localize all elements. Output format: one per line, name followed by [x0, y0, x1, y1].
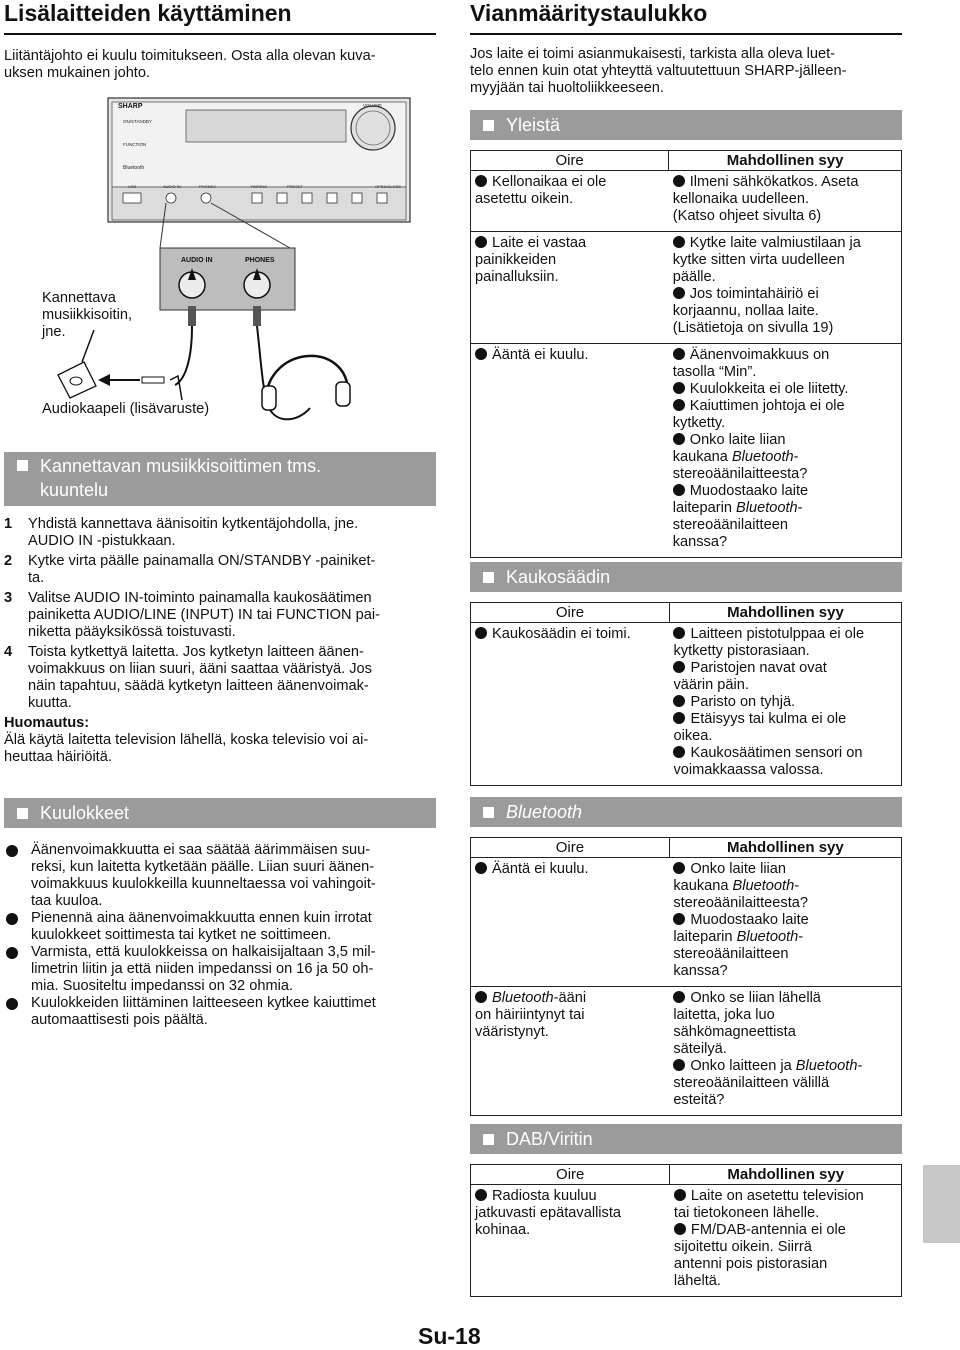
- bullet-dot-icon: [673, 1059, 685, 1071]
- cause-item: [673, 381, 897, 398]
- step-item: [4, 553, 436, 587]
- cause-line: laiteparin Bluetooth-: [672, 500, 803, 516]
- cause-line: Muodostaako laite: [690, 912, 809, 928]
- bullet-item: [4, 995, 436, 1029]
- bullet-dot-icon: [475, 236, 487, 248]
- problem-cell: [471, 344, 669, 558]
- bullet-dot-icon: [673, 399, 685, 411]
- step-line: voimakkuus on liian suuri, ääni saattaa vääristyä. Jos: [28, 661, 372, 677]
- bullet-item: [4, 842, 436, 910]
- side-tab-marker: [923, 1165, 960, 1243]
- bullet-dot-icon: [6, 913, 18, 925]
- cause-item: [673, 745, 897, 779]
- cause-item: [673, 990, 897, 1058]
- bullet-line: Kuulokkeiden liittäminen laitteeseen kytkee kaiuttimet: [31, 995, 376, 1011]
- cause-line: Onko laite liian: [689, 432, 786, 448]
- cause-line: kellonaika uudelleen.: [672, 191, 810, 207]
- troubleshooting-table: [470, 837, 902, 1116]
- section-title: DAB/Viritin: [506, 1129, 593, 1149]
- problem-item: [475, 174, 665, 208]
- section-header-remote: [470, 562, 902, 592]
- table-header-row: [471, 603, 902, 623]
- problem-line: vääristynyt.: [475, 1024, 549, 1040]
- problem-line: Ääntä ei kuulu.: [492, 861, 589, 877]
- cause-line: tai tietokoneen lähelle.: [673, 1205, 820, 1221]
- troubleshooting-table: [470, 602, 902, 786]
- section-square-icon: [17, 808, 28, 819]
- problem-item: [475, 1188, 666, 1239]
- bullet-dot-icon: [673, 695, 685, 707]
- cause-item: [673, 286, 897, 337]
- section-header-bluetooth: [470, 797, 902, 827]
- zoom-audio-in-label: AUDIO IN: [181, 257, 213, 264]
- cause-item: [673, 694, 897, 711]
- page-number: Su-18: [418, 1323, 481, 1349]
- cause-line: Muodostaako laite: [689, 483, 809, 499]
- cause-item: [673, 861, 897, 912]
- section-title-line: Kannettavan musiikkisoittimen tms.: [40, 456, 322, 476]
- portable-label-line: jne.: [42, 324, 66, 340]
- cause-line: läheltä.: [673, 1273, 721, 1289]
- section-title-line: kuuntelu: [40, 480, 109, 500]
- table-header-row: [471, 1165, 902, 1185]
- portable-label-line: Kannettava: [42, 290, 116, 306]
- section-header-portable-listening: [4, 452, 436, 506]
- portable-label-line: musiikkisoitin,: [42, 307, 133, 323]
- problem-line: painalluksiin.: [475, 269, 559, 285]
- troubleshooting-table: [470, 150, 902, 558]
- cause-item: [674, 1222, 897, 1290]
- problem-item: [475, 626, 665, 643]
- step-number: 3: [4, 590, 13, 606]
- column-header-cause: Mahdollinen syy: [669, 151, 902, 171]
- bullet-dot-icon: [475, 991, 487, 1003]
- device-preset-label: PRESET: [287, 184, 304, 189]
- device-usb-label: USB: [128, 184, 137, 189]
- bullet-dot-icon: [674, 1223, 686, 1235]
- bullet-dot-icon: [673, 484, 685, 496]
- cause-item: [673, 347, 897, 381]
- step-line: ta.: [28, 570, 45, 586]
- cause-item: [673, 660, 897, 694]
- section-header-headphones: [4, 798, 436, 828]
- step-item: [4, 644, 436, 712]
- bullet-line: Varmista, että kuulokkeissa on halkaisijaltaan 3,5 mil-: [31, 944, 376, 960]
- device-audio-in-label: AUDIO IN: [163, 184, 181, 189]
- cause-item: [673, 432, 897, 483]
- cause-line: korjaannu, nollaa laite.: [672, 303, 819, 319]
- cause-line: sijoitettu oikein. Siirrä: [673, 1239, 812, 1255]
- cause-line: Etäisyys tai kulma ei ole: [690, 711, 847, 727]
- cause-line: (Lisätietoja on sivulla 19): [672, 320, 834, 336]
- section-square-icon: [483, 807, 494, 818]
- cause-item: [673, 912, 897, 980]
- cause-line: Paristo on tyhjä.: [690, 694, 796, 710]
- table-header-row: [471, 151, 902, 171]
- cause-line: stereoäänilaitteen: [673, 946, 789, 962]
- table-row: [471, 344, 902, 558]
- step-line: Valitse AUDIO IN-toiminto painamalla kaukosäätimen: [28, 590, 372, 606]
- cause-line: Ilmeni sähkökatkos. Aseta: [689, 174, 859, 190]
- bullet-item: [4, 944, 436, 995]
- cause-line: Kaiuttimen johtoja ei ole: [689, 398, 845, 414]
- section-header-general: [470, 110, 902, 140]
- step-line: näin tapahtuu, säädä kytketyn laitteen äänenvoimak-: [28, 678, 369, 694]
- bullet-line: Äänenvoimakkuutta ei saa säätää äärimmäisen suu-: [31, 842, 371, 858]
- bullet-dot-icon: [673, 348, 685, 360]
- device-function-label: FUNCTION: [123, 142, 147, 147]
- cause-cell: [670, 1185, 902, 1297]
- cause-cell: [669, 232, 902, 344]
- step-line: Kytke virta päälle painamalla ON/STANDBY -painiket-: [28, 553, 376, 569]
- cause-cell: [669, 171, 902, 232]
- column-header-cause: Mahdollinen syy: [670, 1165, 902, 1185]
- cause-line: laitetta, joka luo: [673, 1007, 775, 1023]
- portable-player-label: [42, 290, 132, 341]
- cause-line: sähkömagneettista: [673, 1024, 796, 1040]
- problem-cell: [471, 987, 670, 1116]
- bullet-dot-icon: [6, 845, 18, 857]
- cause-line: esteitä?: [673, 1092, 725, 1108]
- cause-line: Onko laitteen ja Bluetooth-: [690, 1058, 863, 1074]
- intro-line: uksen mukainen johto.: [4, 65, 151, 81]
- cause-line: stereoäänilaitteen: [672, 517, 788, 533]
- bullet-dot-icon: [6, 998, 18, 1010]
- step-number: 4: [4, 644, 13, 660]
- cause-cell: [669, 344, 902, 558]
- cause-cell: [669, 858, 901, 987]
- problem-cell: [471, 232, 669, 344]
- device-open-close-label: OPEN/CLOSE: [375, 184, 402, 189]
- right-title-rule: [470, 33, 902, 35]
- device-on-standby-label: ON/STANDBY: [123, 119, 152, 124]
- left-title-rule: [4, 33, 436, 35]
- bullet-dot-icon: [475, 862, 487, 874]
- problem-cell: [471, 858, 670, 987]
- cause-line: laiteparin Bluetooth-: [673, 929, 804, 945]
- step-line: niketta pääyksikössä toistuvasti.: [28, 624, 236, 640]
- bullet-dot-icon: [673, 712, 685, 724]
- left-page-title: Lisälaitteiden käyttäminen: [4, 0, 292, 26]
- problem-item: [475, 235, 665, 286]
- cause-line: kytketty.: [672, 415, 726, 431]
- step-number: 1: [4, 516, 13, 532]
- step-line: AUDIO IN -pistukkaan.: [28, 533, 176, 549]
- bullet-dot-icon: [673, 913, 685, 925]
- bullet-dot-icon: [673, 661, 685, 673]
- intro-line: telo ennen kuin otat yhteyttä valtuutettuun SHARP-jälleen-: [470, 63, 847, 79]
- column-header-problem: Oire: [471, 1165, 670, 1185]
- bullet-dot-icon: [475, 348, 487, 360]
- cause-line: Kuulokkeita ei ole liitetty.: [689, 381, 849, 397]
- step-item: [4, 590, 436, 641]
- bullet-dot-icon: [673, 433, 685, 445]
- table-row: [471, 171, 902, 232]
- problem-cell: [471, 623, 670, 786]
- bullet-dot-icon: [673, 991, 685, 1003]
- bullet-dot-icon: [673, 862, 685, 874]
- cause-line: Laitteen pistotulppaa ei ole: [690, 626, 865, 642]
- headphone-bullets: [4, 842, 436, 1029]
- bullet-dot-icon: [673, 236, 685, 248]
- device-brand: SHARP: [118, 103, 143, 110]
- column-header-cause: Mahdollinen syy: [669, 838, 901, 858]
- bullet-dot-icon: [6, 947, 18, 959]
- problem-line: on häiriintynyt tai: [475, 1007, 585, 1023]
- bullet-line: voimakkuus kuulokkeilla kuunneltaessa voi vahingoit-: [31, 876, 376, 892]
- audio-cable-label: Audiokaapeli (lisävaruste): [42, 401, 210, 417]
- bullet-line: reksi, kun laitetta kytketään päälle. Liian suuri äänen-: [31, 859, 375, 875]
- bullet-line: mia. Suositeltu impedanssi on 32 ohmia.: [31, 978, 294, 994]
- connection-diagram: [0, 90, 440, 440]
- note-line: heuttaa häiriöitä.: [4, 749, 112, 765]
- cause-line: kanssa?: [673, 963, 728, 979]
- cause-line: stereoäänilaitteesta?: [672, 466, 808, 482]
- bullet-dot-icon: [673, 382, 685, 394]
- bullet-line: taa kuuloa.: [31, 893, 103, 909]
- problem-item: [475, 861, 665, 878]
- cause-cell: [669, 987, 901, 1116]
- bullet-line: limetrin liitin ja että niiden impedanssi on 16 ja 50 oh-: [31, 961, 374, 977]
- troubleshooting-table: [470, 1164, 902, 1297]
- section-header-dab-tuner: [470, 1124, 902, 1154]
- bullet-item: [4, 910, 436, 944]
- problem-line: Radiosta kuuluu: [492, 1188, 597, 1204]
- note-title: Huomautus:: [4, 715, 90, 731]
- cause-line: antenni pois pistorasian: [673, 1256, 828, 1272]
- cause-line: päälle.: [672, 269, 716, 285]
- step-line: painiketta AUDIO/LINE (INPUT) IN tai FUNCTION pai-: [28, 607, 380, 623]
- bullet-dot-icon: [475, 1189, 487, 1201]
- device-bluetooth-label: Bluetooth: [123, 165, 145, 171]
- cause-line: Paristojen navat ovat: [690, 660, 827, 676]
- step-line: Toista kytkettyä laitetta. Jos kytketyn laitteen äänen-: [28, 644, 364, 660]
- step-line: Yhdistä kannettava äänisoitin kytkentäjohdolla, jne.: [28, 516, 359, 532]
- cause-line: FM/DAB-antennia ei ole: [690, 1222, 846, 1238]
- cause-line: stereoäänilaitteen välillä: [673, 1075, 830, 1091]
- intro-line: myyjään tai huoltoliikkeeseen.: [470, 80, 664, 96]
- cause-line: kaukana Bluetooth-: [672, 449, 799, 465]
- section-title: Yleistä: [506, 115, 561, 135]
- cause-item: [673, 235, 897, 286]
- problem-line: Bluetooth-ääni: [492, 990, 587, 1006]
- bullet-dot-icon: [673, 287, 685, 299]
- bullet-dot-icon: [475, 175, 487, 187]
- bullet-line: kuulokkeet soittimesta tai kytket ne soittimeen.: [31, 927, 332, 943]
- problem-item: [475, 990, 665, 1041]
- problem-line: Kaukosäädin ei toimi.: [492, 626, 631, 642]
- cause-item: [673, 174, 897, 225]
- intro-line: Liitäntäjohto ei kuulu toimitukseen. Osta alla olevan kuva-: [4, 48, 376, 64]
- steps-list: [4, 516, 436, 766]
- cause-line: Onko laite liian: [690, 861, 787, 877]
- table-header-row: [471, 838, 902, 858]
- bullet-dot-icon: [673, 175, 685, 187]
- cause-line: kaukana Bluetooth-: [673, 878, 800, 894]
- cause-line: väärin päin.: [673, 677, 749, 693]
- cause-cell: [669, 623, 901, 786]
- cause-line: Laite on asetettu television: [690, 1188, 864, 1204]
- cause-line: Kytke laite valmiustilaan ja: [689, 235, 861, 251]
- table-row: [471, 987, 902, 1116]
- cause-line: Kaukosäätimen sensori on: [690, 745, 863, 761]
- table-row: [471, 232, 902, 344]
- section-square-icon: [483, 120, 494, 131]
- cause-line: Onko se liian lähellä: [690, 990, 821, 1006]
- cause-line: kytke sitten virta uudelleen: [672, 252, 845, 268]
- right-page-title: Vianmääritystaulukko: [470, 0, 708, 26]
- device-pairing-label: PAIRING: [251, 184, 268, 189]
- cause-line: voimakkaassa valossa.: [673, 762, 824, 778]
- table-row: [471, 858, 902, 987]
- problem-line: jatkuvasti epätavallista: [475, 1205, 622, 1221]
- problem-line: Kellonaikaa ei ole: [492, 174, 607, 190]
- device-volume-label: VOLUME: [363, 103, 383, 108]
- step-line: kuutta.: [28, 695, 72, 711]
- cause-line: kytketty pistorasiaan.: [673, 643, 810, 659]
- column-header-cause: Mahdollinen syy: [669, 603, 901, 623]
- problem-line: kohinaa.: [475, 1222, 531, 1238]
- cause-item: [673, 398, 897, 432]
- cause-item: [673, 1058, 897, 1109]
- section-square-icon: [17, 460, 28, 471]
- problem-cell: [471, 1185, 670, 1297]
- problem-line: Ääntä ei kuulu.: [492, 347, 589, 363]
- section-title: Kuulokkeet: [40, 803, 130, 823]
- cause-line: säteilyä.: [673, 1041, 727, 1057]
- problem-item: [475, 347, 665, 364]
- cause-line: kanssa?: [672, 534, 728, 550]
- cause-item: [673, 483, 897, 551]
- section-square-icon: [483, 572, 494, 583]
- column-header-problem: Oire: [471, 603, 670, 623]
- bullet-dot-icon: [673, 627, 685, 639]
- cause-line: Jos toimintahäiriö ei: [689, 286, 819, 302]
- table-row: [471, 1185, 902, 1297]
- right-intro: [470, 46, 910, 97]
- cause-line: Äänenvoimakkuus on: [689, 347, 830, 363]
- zoom-phones-label: PHONES: [245, 257, 275, 264]
- cause-item: [674, 1188, 897, 1222]
- column-header-problem: Oire: [471, 151, 669, 171]
- cause-line: (Katso ohjeet sivulta 6): [672, 208, 822, 224]
- section-square-icon: [483, 1134, 494, 1145]
- column-header-problem: Oire: [471, 838, 670, 858]
- problem-line: painikkeiden: [475, 252, 557, 268]
- bullet-dot-icon: [475, 627, 487, 639]
- table-row: [471, 623, 902, 786]
- device-phones-label: PHONES: [199, 184, 216, 189]
- cause-item: [673, 711, 897, 745]
- bullet-line: automaattisesti pois päältä.: [31, 1012, 208, 1028]
- problem-cell: [471, 171, 669, 232]
- left-intro: [4, 48, 436, 82]
- cause-item: [673, 626, 897, 660]
- cause-line: stereoäänilaitteesta?: [673, 895, 808, 911]
- note-line: Älä käytä laitetta television lähellä, koska televisio voi ai-: [4, 732, 369, 748]
- step-item: [4, 516, 436, 550]
- bullet-dot-icon: [674, 1189, 686, 1201]
- bullet-line: Pienennä aina äänenvoimakkuutta ennen kuin irrotat: [31, 910, 372, 926]
- cause-line: tasolla “Min”.: [672, 364, 757, 380]
- problem-line: asetettu oikein.: [475, 191, 574, 207]
- intro-line: Jos laite ei toimi asianmukaisesti, tarkista alla oleva luet-: [470, 46, 836, 62]
- bullet-dot-icon: [673, 746, 685, 758]
- section-title: Bluetooth: [506, 802, 583, 822]
- section-title: Kaukosäädin: [506, 567, 611, 587]
- cause-line: oikea.: [673, 728, 713, 744]
- step-number: 2: [4, 553, 13, 569]
- problem-line: Laite ei vastaa: [492, 235, 587, 251]
